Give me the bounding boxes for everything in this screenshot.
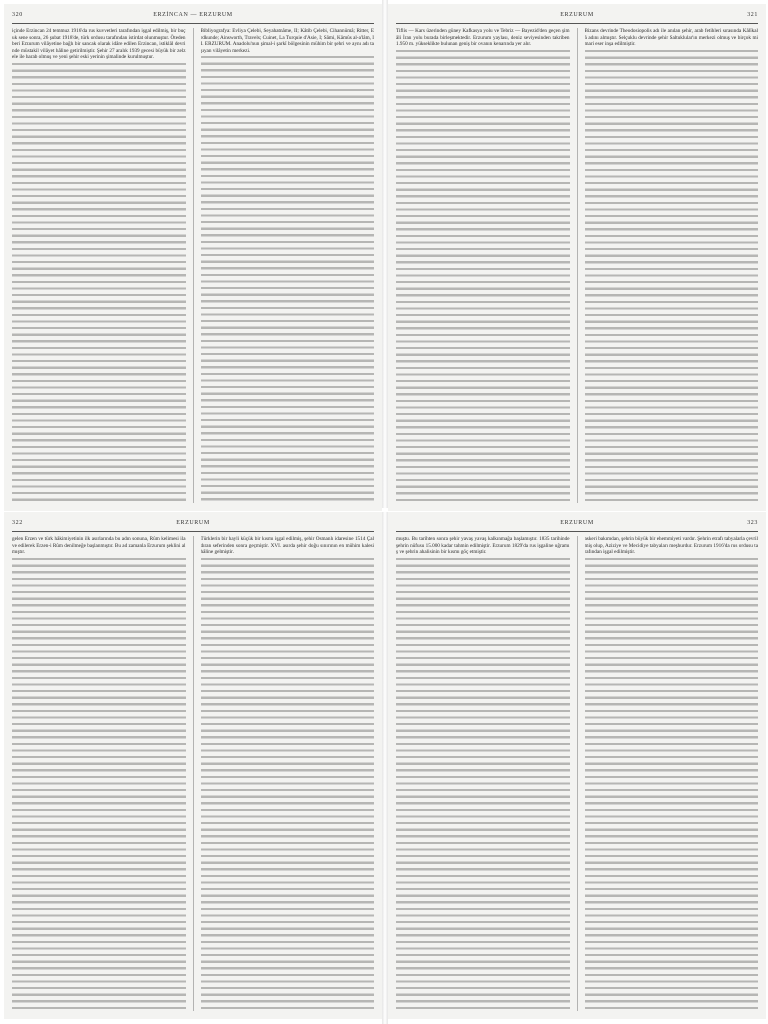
column-text: Tiflis — Kars üzerinden güney Kafkasya yolu ve Tebriz — Bayezid'den geçen şimâli İran yolu burada birleşmektedir. Erzurum yaylası, deniz seviyesinden takriben 1.950 m. yükseklikte bulunan geniş bir ovanın kenarında yer alır. (396, 28, 570, 48)
header-rule (396, 531, 758, 532)
column-text: Bibliyografya: Evliya Çelebi, Seyahatnâme, II; Kâtib Çelebi, Cihannümâ; Ritter, Erdkunde; Ainsworth, Travels; Cuinet, La Turquie d'Asie, I; Sâmi, Kâmûs al-a'lâm, II. ERZURUM. Anadolu'nun şimal-i şarkî bölgesinin mühim bir şehri ve aynı adı taşıyan vilâyetin merkezi. (200, 28, 374, 54)
column-text: Türklerin bir hayli küçük bir kısmı işgal edilmiş, şehir Osmanlı idaresine 1514 Çaldıran seferinden sonra geçmiştir. XVI. asırda şehir doğu sınırının en mühim kalesi hâline gelmiştir. (200, 536, 374, 556)
page-number: 322 (12, 520, 23, 526)
column-right (585, 28, 759, 503)
column-text: Bizans devrinde Theodosiopolis adı ile anılan şehir, arab fetihleri sırasında Kâlîkalâ adını almıştır. Selçuklu devrinde şehir Saltuklular'ın merkezi olmuş ve birçok mimari eser inşa edilmiştir. (584, 28, 758, 48)
column-left (396, 28, 570, 503)
text-columns (396, 28, 758, 503)
page-320 (4, 4, 382, 511)
page-header (12, 520, 374, 532)
body-text-lines (201, 56, 375, 503)
header-rule (12, 531, 374, 532)
column-text: muştu. Bu tarihten sonra şehir yavaş yavaş kalkınmağa başlamıştır. 1835 tarihinde şehrin nüfusu 15.000 kadar tahmin edilmiştir. Erzurum 1829'da rus işgaline uğramış ve şehrin ahalisinin bir kısmı göç etmiştir. (396, 536, 570, 556)
page-number: 320 (12, 12, 23, 18)
body-text-lines (396, 558, 570, 1011)
page-number: 321 (747, 12, 758, 18)
page-321 (388, 4, 766, 511)
header-rule (396, 23, 758, 24)
column-right (201, 536, 375, 1011)
body-text-lines (12, 63, 186, 503)
body-text-lines (12, 558, 186, 1011)
page-number: 323 (747, 520, 758, 526)
page-header (396, 520, 758, 532)
column-divider (577, 536, 578, 1011)
page-322 (4, 512, 382, 1019)
column-divider (193, 28, 194, 503)
header-rule (12, 23, 374, 24)
body-text-lines (201, 558, 375, 1011)
column-divider (193, 536, 194, 1011)
page-323 (388, 512, 766, 1019)
body-text-lines (585, 50, 759, 503)
column-right (585, 536, 759, 1011)
body-text-lines (585, 558, 759, 1011)
column-left (396, 536, 570, 1011)
column-text: askeri bakımdan, şehrin büyük bir ehemmiyeti vardır. Şehrin etrafı tabyalarla çevrilmiş olup, Aziziye ve Mecidiye tabyaları meşhurdur. Erzurum 1916'da rus ordusu tarafından işgal edilmiştir. (584, 536, 758, 556)
column-text: içinde Erzincan 24 temmuz 1916'da rus kuvvetleri tarafından işgal edilmiş, bir buçuk sene sonra, 26 şubat 1918'de, türk ordusu tarafından istirdat olunmuştur. Ötedenberi Erzurum vilâyetine bağlı bir sancak olarak idâre edilen Erzincan, istiklâl devrinde müstakil vilâyet hâline getirilmiştir. Şehir 27 aralık 1939 gecesi büyük bir zelzele ile harab olmuş ve yeni şehir eski yerinin şimalinde kurulmuştur. (12, 28, 186, 61)
page-header (396, 12, 758, 24)
page-header (12, 12, 374, 24)
text-columns (12, 28, 374, 503)
running-title: ERZİNCAN — ERZURUM (153, 12, 233, 18)
running-title: ERZURUM (560, 520, 594, 526)
text-columns (12, 536, 374, 1011)
running-title: ERZURUM (560, 12, 594, 18)
body-text-lines (396, 50, 570, 503)
column-right (201, 28, 375, 503)
column-text: gelen Erzen ve türk hâkimiyetinin ilk asırlarında bu adın sonuna, Rûm kelimesi ilave edilerek Erzen-i Rûm denilmeğe başlanmıştır. Bu ad zamanla Erzurum şeklini almıştır. (12, 536, 186, 556)
column-divider (577, 28, 578, 503)
text-columns (396, 536, 758, 1011)
column-left (12, 28, 186, 503)
column-left (12, 536, 186, 1011)
running-title: ERZURUM (176, 520, 210, 526)
